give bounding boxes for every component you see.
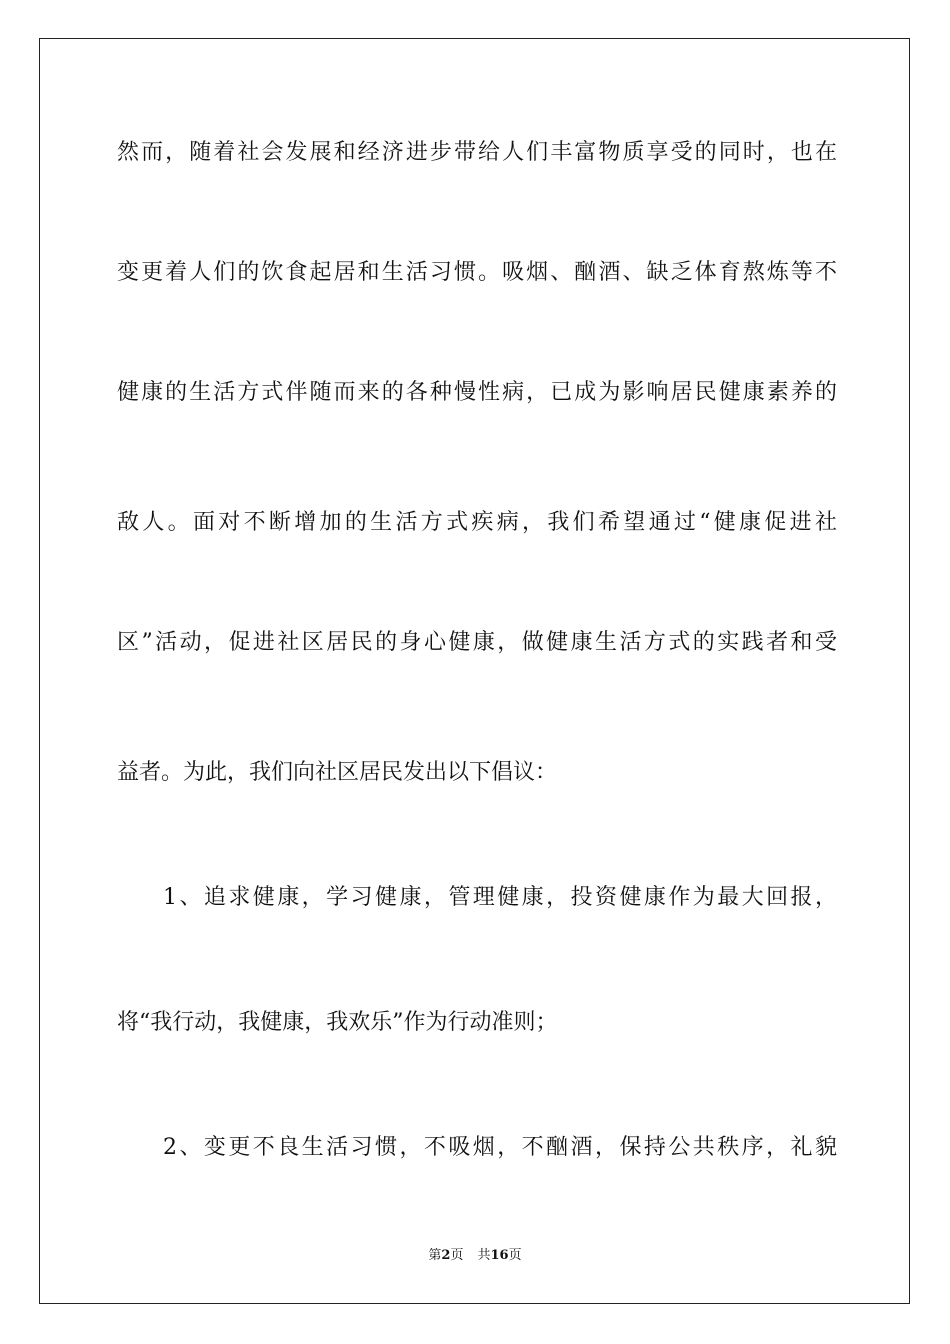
page-border	[39, 38, 910, 1304]
current-page-number: 2	[441, 1248, 451, 1263]
page-footer	[0, 1247, 950, 1265]
list-item-2-line-1: 2、变更不良生活习惯，不吸烟，不酗酒，保持公共秩序，礼貌	[163, 1135, 837, 1160]
paragraph-line-1: 然而，随着社会发展和经济进步带给人们丰富物质享受的同时，也在	[117, 140, 837, 165]
total-label-suffix: 页	[508, 1248, 522, 1263]
total-pages-number: 16	[490, 1248, 509, 1263]
paragraph-line-5: 区”活动，促进社区居民的身心健康，做健康生活方式的实践者和受	[117, 630, 837, 655]
paragraph-line-4: 敌人。面对不断增加的生活方式疾病，我们希望通过“健康促进社	[117, 510, 837, 535]
paragraph-line-3: 健康的生活方式伴随而来的各种慢性病，已成为影响居民健康素养的	[117, 380, 837, 405]
list-item-1-line-2: 将“我行动，我健康，我欢乐”作为行动准则；	[117, 1010, 558, 1035]
total-label-prefix: 共	[477, 1248, 491, 1263]
page-label-suffix: 页	[450, 1248, 464, 1263]
list-item-1-line-1: 1、追求健康，学习健康，管理健康，投资健康作为最大回报，	[163, 885, 837, 910]
page-label-prefix: 第	[428, 1248, 442, 1263]
paragraph-line-2: 变更着人们的饮食起居和生活习惯。吸烟、酗酒、缺乏体育熬炼等不	[117, 260, 837, 285]
paragraph-line-6: 益者。为此，我们向社区居民发出以下倡议：	[117, 760, 558, 785]
